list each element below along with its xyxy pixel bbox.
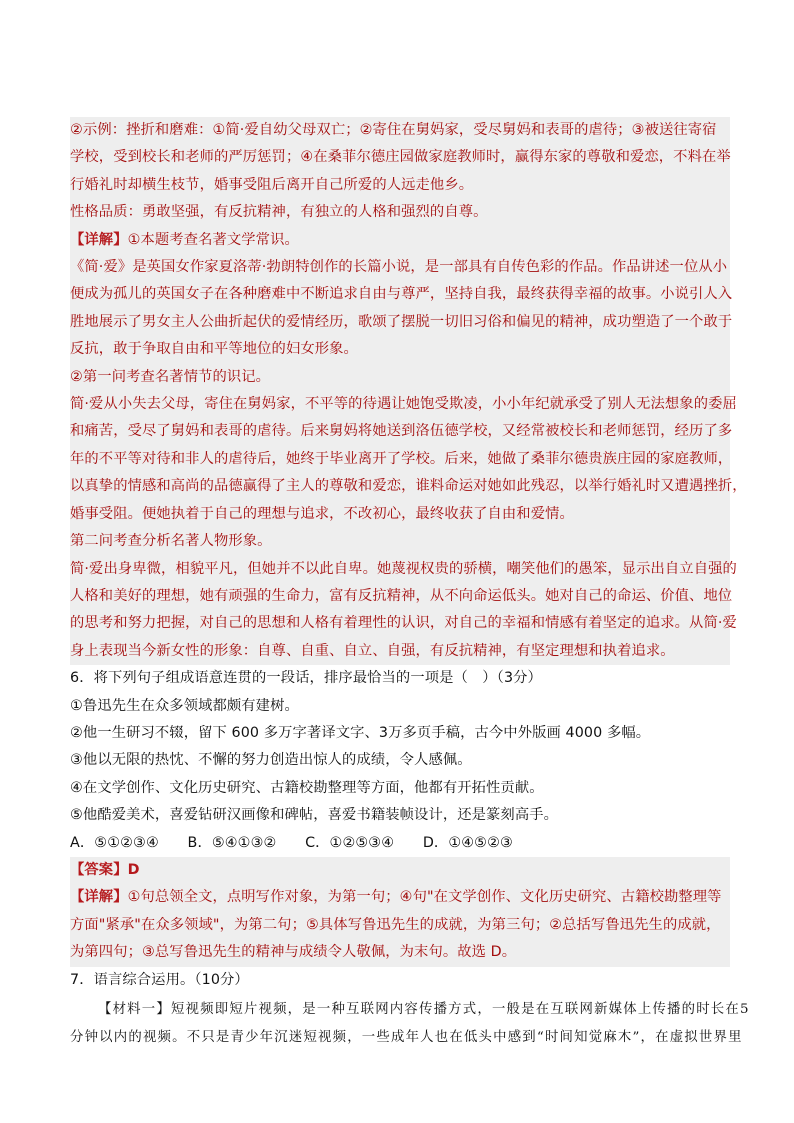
- detail-line: ②第一问考查名著情节的识记。: [70, 368, 271, 385]
- detail-line: 人格和美好的理想，她有顽强的生命力，富有反抗精神，从不向命运低头。她对自己的命运、价值、地位: [70, 587, 733, 604]
- detail-line: 和痛苦，受尽了舅妈和表哥的虐待。后来舅妈将她送到洛伍德学校，又经常被校长和老师惩罚，经历了多: [70, 423, 733, 440]
- answer-block-1: [70, 117, 730, 227]
- question-item: ①鲁迅先生在众多领域都颇有建树。: [70, 697, 299, 714]
- detail-intro: ①本题考查名著文学常识。: [127, 231, 299, 248]
- detail-line: 以真挚的情感和高尚的品德赢得了主人的尊敬和爱恋，谁料命运对她如此残忍，以举行婚礼时又遭遇挫折，: [70, 478, 747, 495]
- detail-block-1: [70, 227, 747, 666]
- detail-line: 简·爱出身卑微，相貌平凡，但她并不以此自卑。她蔑视权贵的骄横，嘲笑他们的愚笨，显示出自立自强的: [70, 560, 737, 577]
- question-item: ④在文学创作、文化历史研究、古籍校勘整理等方面，他都有开拓性贡献。: [70, 779, 544, 796]
- detail-line: 胜地展示了男女主人公曲折起伏的爱情经历，歌颂了摆脱一切旧习俗和偏见的精神，成功塑造了一个敢于: [70, 313, 733, 330]
- answer-line: 行婚礼时却横生枝节，婚事受阻后离开自己所爱的人远走他乡。: [70, 176, 474, 193]
- question-item: ⑤他酷爱美术，喜爱钻研汉画像和碑帖，喜爱书籍装帧设计，还是篆刻高手。: [70, 807, 559, 824]
- question-item: ②他一生研习不辍，留下 600 多万字著译文字、3万多页手稿，古今中外版画 4000 多幅。: [70, 724, 651, 741]
- detail-heading-line: [70, 884, 730, 911]
- answer-block-2: [70, 857, 730, 967]
- detail-line: 简·爱从小失去父母，寄住在舅妈家，不平等的待遇让她饱受欺凌，小小年纪就承受了别人无法想象的委屈: [70, 396, 737, 413]
- question-stem: 7．语言综合运用。（10分）: [70, 971, 249, 988]
- detail-line: ①句总领全文，点明写作对象，为第一句；④句"在文学创作、文化历史研究、古籍校勘整理等: [127, 889, 722, 906]
- options-line: [70, 830, 730, 857]
- answer-line: 性格品质：勇敢坚强，有反抗精神，有独立的人格和强烈的自尊。: [70, 204, 488, 221]
- material-line: 【材料一】短视频即短片视频，是一种互联网内容传播方式，一般是在互联网新媒体上传播的时长在5: [98, 1002, 750, 1017]
- detail-line: 便成为孤儿的英国女子在各种磨难中不断追求自由与尊严，坚持自我，最终获得幸福的故事。小说引人入: [70, 286, 733, 303]
- detail-tag: 【详解】: [70, 889, 128, 906]
- question-6: [70, 665, 730, 857]
- answer-line: ②示例：挫折和磨难：①简·爱自幼父母双亡；②寄住在舅妈家，受尽舅妈和表哥的虐待；③被送往寄宿: [70, 122, 717, 138]
- option-c: C．①②⑤③④: [305, 834, 395, 851]
- detail-line: 身上表现当今新女性的形象：自尊、自重、自立、自强，有反抗精神，有坚定理想和执着追求。: [70, 642, 675, 659]
- answer-line: 学校，受到校长和老师的严厉惩罚；④在桑菲尔德庄园做家庭教师时，赢得东家的尊敬和爱恋，不料在举: [70, 149, 731, 166]
- detail-line: 为第四句；③总写鲁迅先生的精神与成绩令人敬佩，为末句。故选 D。: [70, 944, 517, 961]
- detail-line: 《简·爱》是英国女作家夏洛蒂·勃朗特创作的长篇小说，是一部具有自传色彩的作品。作品讲述一位从小: [70, 259, 728, 276]
- detail-line: 反抗，敢于争取自由和平等地位的妇女形象。: [70, 341, 358, 358]
- answer-tag: 【答案】: [70, 861, 128, 878]
- document-page: [70, 117, 750, 1051]
- option-b: B．⑤④①③②: [187, 834, 277, 851]
- detail-line: 的思考和努力把握，对自己的思想和人格有着理性的认识，对自己的幸福和情感有着坚定的追求。从简·爱: [70, 615, 737, 632]
- question-7: [70, 967, 730, 994]
- detail-line: 第二问考查分析名著人物形象。: [70, 533, 272, 550]
- option-d: D．①④⑤②③: [422, 834, 513, 851]
- detail-heading-line: [70, 227, 730, 254]
- answer-line: [70, 857, 730, 884]
- detail-line: 婚事受阻。便她执着于自己的理想与追求，不改初心，最终收获了自由和爱情。: [70, 505, 574, 522]
- material-line: 分钟以内的视频。不只是青少年沉迷短视频，一些成年人也在低头中感到“时间知觉麻木”，在虚拟世界里: [70, 1029, 743, 1045]
- material-block: [70, 996, 750, 1051]
- answer-value: D: [127, 861, 140, 878]
- question-stem: 6．将下列句子组成语意连贯的一段话，排序最恰当的一项是（ ）（3分）: [70, 670, 542, 687]
- detail-line: 年的不平等对待和非人的虐待后，她终于毕业离开了学校。后来，她做了桑菲尔德贵族庄园的家庭教师，: [70, 450, 733, 467]
- detail-line: 方面"紧承"在众多领域"，为第二句；⑤具体写鲁迅先生的成就，为第三句；②总括写鲁迅先生的成就，: [70, 916, 721, 933]
- detail-tag: 【详解】: [70, 231, 128, 248]
- option-a: A．⑤①②③④: [70, 834, 159, 851]
- question-item: ③他以无限的热忱、不懈的努力创造出惊人的成绩，令人感佩。: [70, 752, 472, 769]
